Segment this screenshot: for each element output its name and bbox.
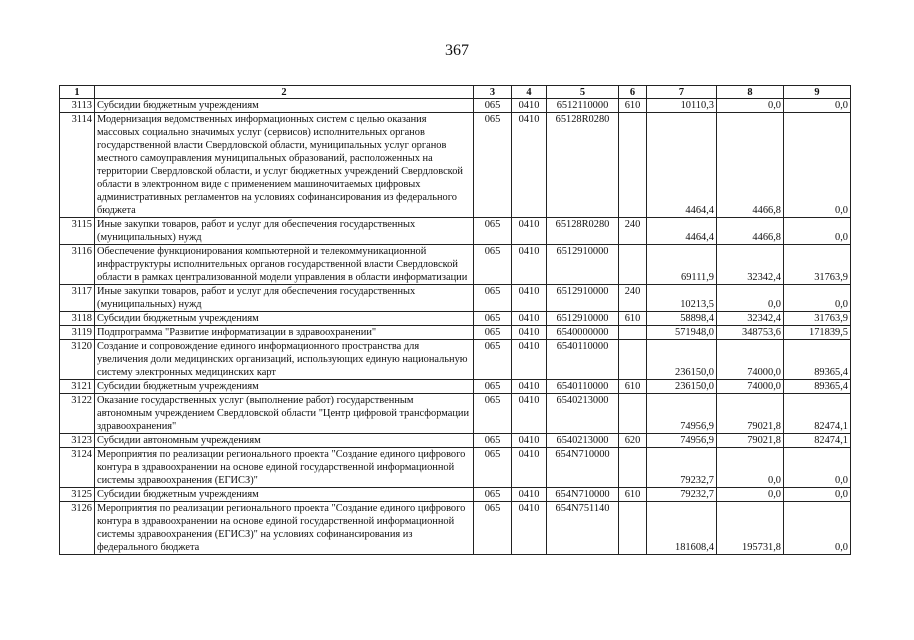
table-row	[60, 326, 851, 340]
row-value-col7: 181608,4	[647, 502, 717, 555]
row-admin-code: 065	[474, 488, 512, 502]
header-cell: 2	[95, 86, 474, 99]
row-section-code: 0410	[512, 380, 547, 394]
table-row	[60, 245, 851, 285]
row-name: Субсидии бюджетным учреждениям	[95, 488, 474, 502]
row-value-col7: 74956,9	[647, 394, 717, 434]
row-target-code: 654N751140	[547, 502, 619, 555]
row-value-col7: 236150,0	[647, 380, 717, 394]
row-section-code: 0410	[512, 394, 547, 434]
row-value-col8: 74000,0	[717, 340, 784, 380]
row-section-code: 0410	[512, 218, 547, 245]
row-value-col9: 0,0	[784, 99, 851, 113]
table-row	[60, 394, 851, 434]
row-value-col9: 0,0	[784, 502, 851, 555]
row-number: 3123	[60, 434, 95, 448]
row-number: 3118	[60, 312, 95, 326]
table-row	[60, 448, 851, 488]
table-row	[60, 502, 851, 555]
header-cell: 3	[474, 86, 512, 99]
row-value-col9: 0,0	[784, 285, 851, 312]
row-target-code: 6540213000	[547, 394, 619, 434]
row-expense-type: 610	[619, 312, 647, 326]
row-admin-code: 065	[474, 448, 512, 488]
table-header	[60, 86, 851, 99]
header-cell: 1	[60, 86, 95, 99]
row-value-col9: 0,0	[784, 218, 851, 245]
table-row	[60, 488, 851, 502]
row-value-col8: 32342,4	[717, 312, 784, 326]
row-section-code: 0410	[512, 434, 547, 448]
row-section-code: 0410	[512, 312, 547, 326]
table-row	[60, 380, 851, 394]
row-expense-type	[619, 502, 647, 555]
row-target-code: 6512910000	[547, 245, 619, 285]
row-value-col7: 236150,0	[647, 340, 717, 380]
row-target-code: 6540213000	[547, 434, 619, 448]
row-expense-type	[619, 394, 647, 434]
table-row	[60, 99, 851, 113]
row-value-col9: 0,0	[784, 488, 851, 502]
table-row	[60, 312, 851, 326]
row-value-col9: 171839,5	[784, 326, 851, 340]
row-value-col8: 0,0	[717, 285, 784, 312]
row-number: 3121	[60, 380, 95, 394]
row-value-col7: 4464,4	[647, 218, 717, 245]
row-value-col8: 195731,8	[717, 502, 784, 555]
row-value-col8: 74000,0	[717, 380, 784, 394]
row-value-col8: 79021,8	[717, 434, 784, 448]
row-admin-code: 065	[474, 312, 512, 326]
row-expense-type: 610	[619, 488, 647, 502]
row-target-code: 654N710000	[547, 448, 619, 488]
table-row	[60, 434, 851, 448]
row-value-col9: 0,0	[784, 448, 851, 488]
row-value-col7: 58898,4	[647, 312, 717, 326]
row-number: 3124	[60, 448, 95, 488]
row-value-col7: 10213,5	[647, 285, 717, 312]
row-number: 3125	[60, 488, 95, 502]
row-admin-code: 065	[474, 380, 512, 394]
row-value-col8: 4466,8	[717, 218, 784, 245]
row-name: Обеспечение функционирования компьютерной и телекоммуникационной инфраструктуры исполнительных органов государственной власти Свердловской области в рамках централизованной модели управления в области информатизации	[95, 245, 474, 285]
row-value-col9: 89365,4	[784, 380, 851, 394]
row-name: Оказание государственных услуг (выполнение работ) государственным автономным учреждением Свердловской области "Центр цифровой трансформации здравоохранения"	[95, 394, 474, 434]
header-cell: 9	[784, 86, 851, 99]
row-target-code: 6512110000	[547, 99, 619, 113]
row-name: Мероприятия по реализации регионального проекта "Создание единого цифрового контура в здравоохранении на основе единой государственной информационной системы здравоохранения (ЕГИСЗ)"	[95, 448, 474, 488]
row-value-col7: 79232,7	[647, 488, 717, 502]
header-cell: 4	[512, 86, 547, 99]
row-admin-code: 065	[474, 245, 512, 285]
row-admin-code: 065	[474, 218, 512, 245]
row-admin-code: 065	[474, 394, 512, 434]
header-cell: 6	[619, 86, 647, 99]
row-name: Субсидии бюджетным учреждениям	[95, 99, 474, 113]
row-value-col9: 31763,9	[784, 245, 851, 285]
header-cell: 5	[547, 86, 619, 99]
row-section-code: 0410	[512, 113, 547, 218]
table-row	[60, 113, 851, 218]
table-row	[60, 218, 851, 245]
row-section-code: 0410	[512, 326, 547, 340]
row-value-col8: 0,0	[717, 99, 784, 113]
row-number: 3122	[60, 394, 95, 434]
row-expense-type: 240	[619, 285, 647, 312]
row-expense-type: 240	[619, 218, 647, 245]
row-expense-type: 610	[619, 99, 647, 113]
row-name: Иные закупки товаров, работ и услуг для обеспечения государственных (муниципальных) нужд	[95, 218, 474, 245]
row-admin-code: 065	[474, 113, 512, 218]
row-number: 3116	[60, 245, 95, 285]
row-number: 3126	[60, 502, 95, 555]
row-value-col9: 0,0	[784, 113, 851, 218]
row-number: 3114	[60, 113, 95, 218]
row-target-code: 6540000000	[547, 326, 619, 340]
table-row	[60, 340, 851, 380]
row-value-col8: 348753,6	[717, 326, 784, 340]
row-section-code: 0410	[512, 448, 547, 488]
row-number: 3119	[60, 326, 95, 340]
row-section-code: 0410	[512, 285, 547, 312]
row-value-col9: 89365,4	[784, 340, 851, 380]
row-expense-type	[619, 113, 647, 218]
row-value-col7: 10110,3	[647, 99, 717, 113]
header-cell: 8	[717, 86, 784, 99]
row-target-code: 65128R0280	[547, 218, 619, 245]
row-value-col8: 0,0	[717, 448, 784, 488]
row-value-col8: 4466,8	[717, 113, 784, 218]
row-name: Иные закупки товаров, работ и услуг для обеспечения государственных (муниципальных) нужд	[95, 285, 474, 312]
row-target-code: 6512910000	[547, 312, 619, 326]
row-name: Модернизация ведомственных информационных систем с целью оказания массовых социально значимых услуг (сервисов) исполнительных органов государственной власти Свердловской области, муниципальных услуг органов местного самоуправления муниципальных образований, расположенных на территории Свердловской области, и услуг бюджетных учреждений Свердловской области в электронном виде с применением машиночитаемых цифровых административных регламентов на условиях софинансирования из федерального бюджета	[95, 113, 474, 218]
row-number: 3120	[60, 340, 95, 380]
row-target-code: 6540110000	[547, 340, 619, 380]
row-section-code: 0410	[512, 245, 547, 285]
header-cell: 7	[647, 86, 717, 99]
row-value-col7: 79232,7	[647, 448, 717, 488]
row-target-code: 65128R0280	[547, 113, 619, 218]
row-name: Мероприятия по реализации регионального проекта "Создание единого цифрового контура в здравоохранении на основе единой государственной информационной системы здравоохранения (ЕГИСЗ)" на условиях софинансирования из федерального бюджета	[95, 502, 474, 555]
row-name: Субсидии автономным учреждениям	[95, 434, 474, 448]
row-target-code: 654N710000	[547, 488, 619, 502]
row-admin-code: 065	[474, 340, 512, 380]
row-target-code: 6512910000	[547, 285, 619, 312]
row-expense-type	[619, 326, 647, 340]
row-value-col8: 79021,8	[717, 394, 784, 434]
row-admin-code: 065	[474, 99, 512, 113]
table-row	[60, 285, 851, 312]
row-number: 3115	[60, 218, 95, 245]
row-number: 3117	[60, 285, 95, 312]
row-admin-code: 065	[474, 434, 512, 448]
row-expense-type: 610	[619, 380, 647, 394]
row-name: Субсидии бюджетным учреждениям	[95, 380, 474, 394]
row-value-col7: 571948,0	[647, 326, 717, 340]
table-body	[60, 99, 851, 555]
row-section-code: 0410	[512, 488, 547, 502]
row-expense-type	[619, 245, 647, 285]
row-target-code: 6540110000	[547, 380, 619, 394]
header-row	[60, 86, 851, 99]
row-value-col7: 69111,9	[647, 245, 717, 285]
row-name: Создание и сопровождение единого информационного пространства для увеличения доли медицинских организаций, использующих единую национальную систему электронных медицинских карт	[95, 340, 474, 380]
row-value-col8: 0,0	[717, 488, 784, 502]
row-expense-type	[619, 448, 647, 488]
row-expense-type: 620	[619, 434, 647, 448]
row-value-col7: 74956,9	[647, 434, 717, 448]
row-expense-type	[619, 340, 647, 380]
row-value-col9: 82474,1	[784, 394, 851, 434]
row-section-code: 0410	[512, 502, 547, 555]
row-name: Подпрограмма "Развитие информатизации в здравоохранении"	[95, 326, 474, 340]
budget-table	[59, 85, 851, 555]
row-value-col9: 31763,9	[784, 312, 851, 326]
row-admin-code: 065	[474, 326, 512, 340]
row-value-col9: 82474,1	[784, 434, 851, 448]
row-section-code: 0410	[512, 99, 547, 113]
row-name: Субсидии бюджетным учреждениям	[95, 312, 474, 326]
row-value-col7: 4464,4	[647, 113, 717, 218]
row-number: 3113	[60, 99, 95, 113]
row-value-col8: 32342,4	[717, 245, 784, 285]
row-section-code: 0410	[512, 340, 547, 380]
row-admin-code: 065	[474, 502, 512, 555]
row-admin-code: 065	[474, 285, 512, 312]
page-number: 367	[445, 42, 469, 59]
